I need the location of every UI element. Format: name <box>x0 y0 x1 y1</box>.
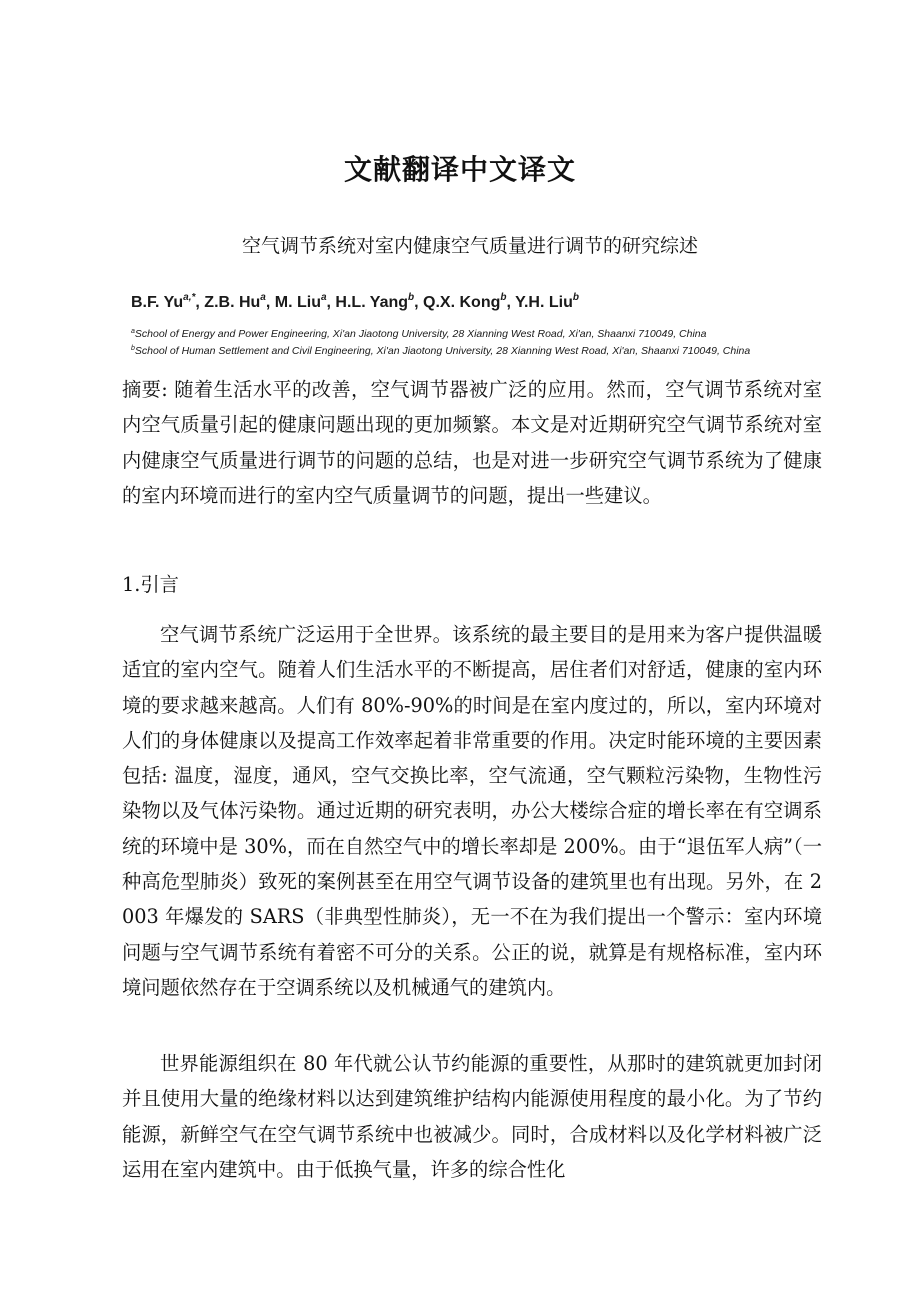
author-name: Y.H. Liu <box>515 294 573 311</box>
author-name: M. Liu <box>274 294 321 311</box>
document-title: 文献翻译中文译文 <box>343 153 576 186</box>
affiliation-text: School of Energy and Power Engineering, Xi'an Jiaotong University, 28 Xianning West Road, Xi'an, Shaanxi 710049, China <box>134 328 707 340</box>
author-affiliation-mark: b <box>572 292 579 303</box>
author-affiliation-mark: b <box>408 292 415 303</box>
author-name: B.F. Yu <box>131 294 184 311</box>
abstract-paragraph: 摘要: 随着生活水平的改善，空气调节器被广泛的应用。然而，空气调节系统对室内空气质量引起的健康问题出现的更加频繁。本文是对近期研究空气调节系统对室内健康空气质量进行调节的问题的总结，也是对进一步研究空气调节系统为了健康的室内环境而进行的室内空气质量调节的问题，提出一些建议。 <box>122 378 822 507</box>
paper-title: 空气调节系统对室内健康空气质量进行调节的研究综述 <box>241 235 698 257</box>
author-separator: , <box>265 294 275 311</box>
affiliation-a <box>131 328 706 340</box>
author-name: Z.B. Hu <box>204 294 261 311</box>
body-paragraph: 空气调节系统广泛运用于全世界。该系统的最主要目的是用来为客户提供温暖适宜的室内空气。随着人们生活水平的不断提高，居住者们对舒适，健康的室内环境的要求越来越高。人们有 80%-90%的时间是在室内度过的，所以，室内环境对人们的身体健康以及提高工作效率起着非常重要的作用。决定时能环境的主要因素包括: 温度，湿度，通风，空气交换比率，空气流通，空气颗粒污染物，生物性污染物以及气体污染物。通过近期的研究表明，办公大楼综合症的增长率在有空调系统的环境中是 30%，而在自然空气中的增长率却是 200%。由于“退伍军人病”（一种高危型肺炎）致死的案例甚至在用空气调节设备的建筑里也有出现。另外，在 2003 年爆发的 SARS（非典型性肺炎），无一不在为我们提出一个警示：室内环境问题与空气调节系统有着密不可分的关系。公正的说，就算是有规格标准，室内环境问题依然存在于空调系统以及机械通气的建筑内。 <box>122 623 822 999</box>
author-name: H.L. Yang <box>335 294 409 311</box>
affiliation-text: School of Human Settlement and Civil Engineering, Xi'an Jiaotong University, 28 Xianning West Road, Xi'an, Shaanxi 710049, China <box>134 345 751 357</box>
body-paragraph: 世界能源组织在 80 年代就公认节约能源的重要性，从那时的建筑就更加封闭并且使用大量的绝缘材料以达到建筑维护结构内能源使用程度的最小化。为了节约能源，新鲜空气在空气调节系统中也被减少。同时，合成材料以及化学材料被广泛运用在室内建筑中。由于低换气量，许多的综合性化 <box>122 1052 822 1181</box>
author-name: Q.X. Kong <box>423 294 501 311</box>
author-list <box>131 294 579 312</box>
section-heading: 1.引言 <box>122 573 179 596</box>
author-affiliation-mark: a <box>260 292 266 303</box>
author-separator: , <box>195 294 205 311</box>
author-separator: , <box>326 294 336 311</box>
affiliation-mark: a <box>131 328 135 335</box>
author-affiliation-mark: a <box>320 292 327 303</box>
author-separator: , <box>506 294 516 311</box>
author-separator: , <box>414 294 424 311</box>
author-affiliation-mark: a,* <box>183 292 196 303</box>
affiliation-b <box>131 345 750 357</box>
affiliation-mark: b <box>131 345 135 352</box>
author-affiliation-mark: b <box>500 292 507 303</box>
